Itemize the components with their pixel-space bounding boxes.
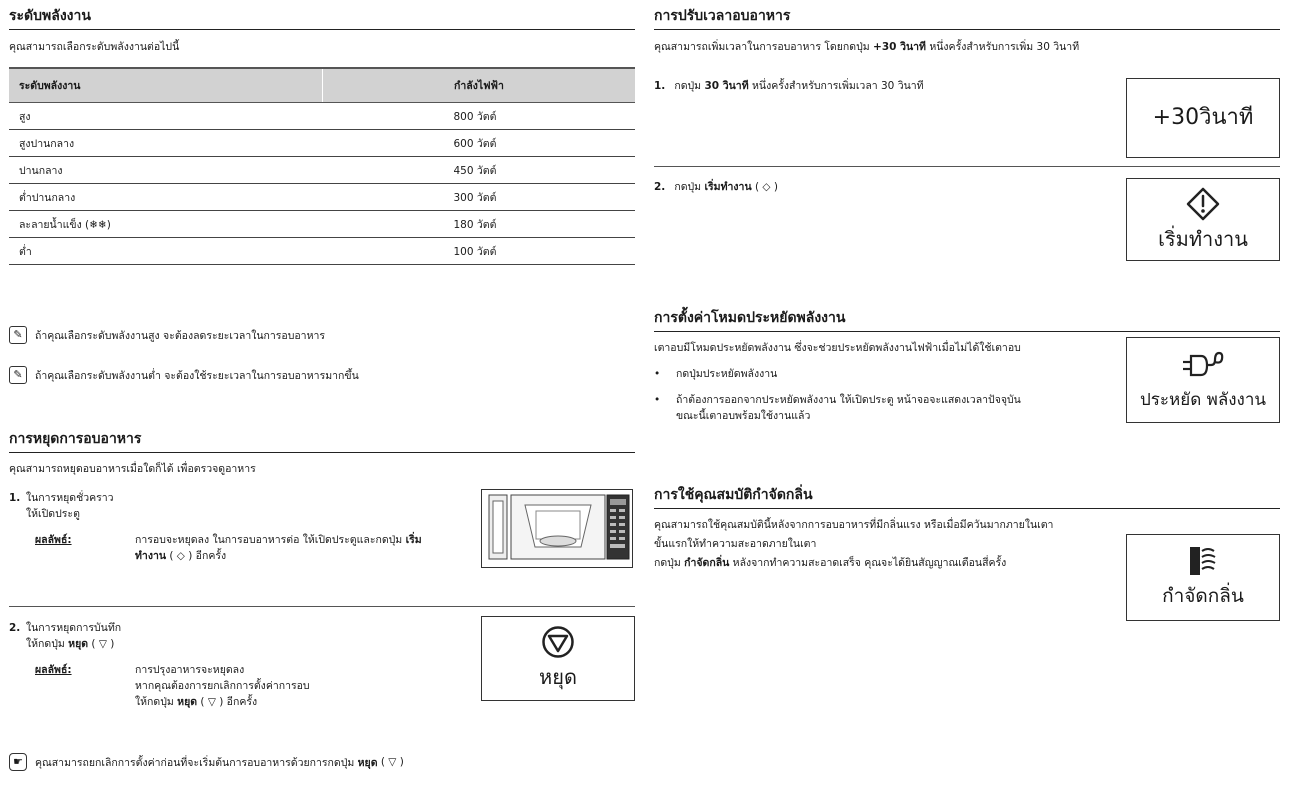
result-text: การอบจะหยุดลง ในการอบอาหารต่อ ให้เปิดประตูและกดปุ่ม (135, 534, 403, 546)
plus30-bold-text: +30 วินาที (873, 41, 926, 53)
power-intro: คุณสามารถเลือกระดับพลังงานต่อไปนี้ (9, 41, 180, 53)
deodor-line-1: คุณสามารถใช้คุณสมบัตินี้หลังจากการอบอาหารที่มีกลิ่นแรง หรือเมื่อมีควันมากภายในเตา (654, 519, 1054, 531)
step-result (9, 532, 479, 564)
plus-30-seconds-label: +30วินาที (1152, 105, 1254, 130)
eco-mode-heading: การตั้งค่าโหมดประหยัดพลังงาน (654, 307, 1280, 332)
result-text: ( ◇ ) อีกครั้ง (169, 550, 227, 562)
cell-watt: 450 วัตต์ (323, 157, 636, 184)
deodor-text: กดปุ่ม (654, 557, 681, 569)
note-pencil-icon: ✎ (9, 326, 27, 344)
result-text: ( ▽ ) อีกครั้ง (200, 696, 258, 708)
intro-text: หนึ่งครั้งสำหรับการเพิ่ม 30 วินาที (929, 41, 1080, 53)
deodor-text: หลังจากทำความสะอาดเสร็จ คุณจะได้ยินสัญญาณเตือนสี่ครั้ง (732, 557, 1007, 569)
stop-step-2 (9, 620, 479, 710)
header-power-level: ระดับพลังงาน (9, 68, 323, 103)
start-button-label: เริ่มทำงาน (1158, 227, 1248, 251)
deodorize-button-label: กำจัดกลิ่น (1162, 585, 1244, 607)
step-number: 1. (654, 80, 666, 92)
eco-bullet-2: • ถ้าต้องการออกจากประหยัดพลังงาน ให้เปิดประตู หน้าจอจะแสดงเวลาปัจจุบัน ขณะนี้เตาอบพร้อมใช้งานแล้ว (654, 394, 1021, 422)
cell-level: ต่ำปานกลาง (9, 184, 323, 211)
tip-cancel (9, 753, 404, 771)
microwave-open-door-image (481, 489, 633, 568)
start-bold-text: ทำงาน (135, 550, 167, 562)
step-result (9, 662, 479, 710)
cell-watt: 800 วัตต์ (323, 103, 636, 130)
cell-watt: 100 วัตต์ (323, 238, 636, 265)
eco-button[interactable] (1126, 337, 1280, 423)
step-text: ให้เปิดประตู (26, 508, 80, 520)
start-button[interactable] (1126, 178, 1280, 261)
cell-watt: 600 วัตต์ (323, 130, 636, 157)
deodorize-button[interactable] (1126, 534, 1280, 621)
cell-level: สูงปานกลาง (9, 130, 323, 157)
step-text: ให้กดปุ่ม (26, 638, 65, 650)
cell-watt: 180 วัตต์ (323, 211, 636, 238)
stop-intro: คุณสามารถหยุดอบอาหารเมื่อใดก็ได้ เพื่อตรวจดูอาหาร (9, 463, 256, 475)
step-text: ในการหยุดการบันทึก (26, 622, 122, 634)
note-text: ถ้าคุณเลือกระดับพลังงานต่ำ จะต้องใช้ระยะเวลาในการอบอาหารมากขึ้น (35, 369, 359, 382)
bullet-text: กดปุ่มประหยัดพลังงาน (676, 368, 778, 380)
deodorize-heading: การใช้คุณสมบัติกำจัดกลิ่น (654, 484, 1280, 509)
step-text: กดปุ่ม (674, 181, 702, 193)
stop-bold-text: หยุด (68, 638, 89, 650)
tip-text: คุณสามารถยกเลิกการตั้งค่าก่อนที่จะเริ่มต้นการอบอาหารด้วยการกดปุ่ม (35, 756, 355, 769)
pointing-hand-icon: ☛ (9, 753, 27, 771)
cell-level: สูง (9, 103, 323, 130)
table-row (9, 184, 635, 211)
cell-level: ละลายน้ำแข็ง (❄❄) (9, 211, 323, 238)
deodor-line-2: ขั้นแรกให้ทำความสะอาดภายในเตา (654, 538, 817, 550)
plug-icon (1181, 350, 1225, 380)
divider (654, 166, 1280, 167)
adjust-step-1 (654, 78, 924, 94)
stop-step-1 (9, 490, 479, 564)
stop-button[interactable] (481, 616, 635, 701)
deodorize-icon (1188, 545, 1218, 577)
bullet-text: ขณะนี้เตาอบพร้อมใช้งานแล้ว (676, 410, 811, 422)
step-text: หนึ่งครั้งสำหรับการเพิ่มเวลา 30 วินาที (751, 80, 924, 92)
result-text: หากคุณต้องการยกเลิกการตั้งค่าการอบ (135, 680, 310, 692)
cell-watt: 300 วัตต์ (323, 184, 636, 211)
note-high-power (9, 326, 325, 344)
step-number: 1. (9, 492, 21, 504)
stop-bold-text: หยุด (177, 696, 198, 708)
start-icon (1186, 187, 1220, 221)
table-row (9, 238, 635, 265)
step-number: 2. (9, 622, 21, 634)
result-text: ให้กดปุ่ม (135, 696, 174, 708)
eco-bullet-1: • กดปุ่มประหยัดพลังงาน (654, 368, 778, 380)
adjust-time-heading: การปรับเวลาอบอาหาร (654, 5, 1280, 30)
deodor-bold-text: กำจัดกลิ่น (684, 557, 730, 569)
plus-30-seconds-button[interactable] (1126, 78, 1280, 158)
tip-text: ( ▽ ) (380, 756, 404, 768)
intro-text: คุณสามารถเพิ่มเวลาในการอบอาหาร โดยกดปุ่ม (654, 41, 870, 53)
stop-icon (541, 625, 575, 659)
result-label: ผลลัพธ์: (35, 664, 72, 676)
start-bold-text: เริ่มทำงาน (704, 181, 752, 193)
start-bold-text: เริ่ม (405, 534, 422, 546)
stop-cooking-heading: การหยุดการอบอาหาร (9, 428, 635, 453)
cell-level: ปานกลาง (9, 157, 323, 184)
step-text: ( ◇ ) (754, 181, 778, 193)
step-text: ( ▽ ) (91, 638, 115, 650)
30s-bold-text: 30 วินาที (704, 80, 749, 92)
header-wattage: กำลังไฟฟ้า (323, 68, 636, 103)
deodor-line-3 (654, 556, 1006, 571)
step-text: ในการหยุดชั่วคราว (26, 492, 114, 504)
table-row (9, 130, 635, 157)
table-row (9, 103, 635, 130)
step-number: 2. (654, 181, 666, 193)
stop-bold-text: หยุด (357, 756, 378, 769)
eco-intro: เตาอบมีโหมดประหยัดพลังงาน ซึ่งจะช่วยประหยัดพลังงานไฟฟ้าเมื่อไม่ได้ใช้เตาอบ (654, 342, 1021, 354)
stop-button-label: หยุด (539, 665, 577, 689)
step-text: กดปุ่ม (674, 80, 702, 92)
note-low-power (9, 366, 359, 384)
cell-level: ต่ำ (9, 238, 323, 265)
divider (9, 606, 635, 607)
power-table-header (9, 68, 635, 103)
adjust-intro (654, 40, 1079, 55)
note-text: ถ้าคุณเลือกระดับพลังงานสูง จะต้องลดระยะเวลาในการอบอาหาร (35, 329, 326, 342)
result-text: การปรุงอาหารจะหยุดลง (135, 664, 245, 676)
table-row (9, 157, 635, 184)
result-label: ผลลัพธ์: (35, 534, 72, 546)
power-table (9, 67, 635, 265)
bullet-text: ถ้าต้องการออกจากประหยัดพลังงาน ให้เปิดประตู หน้าจอจะแสดงเวลาปัจจุบัน (676, 394, 1021, 406)
power-level-heading: ระดับพลังงาน (9, 5, 635, 30)
note-pencil-icon: ✎ (9, 366, 27, 384)
table-row (9, 211, 635, 238)
eco-button-label: ประหยัด พลังงาน (1139, 390, 1267, 410)
adjust-step-2 (654, 179, 778, 195)
